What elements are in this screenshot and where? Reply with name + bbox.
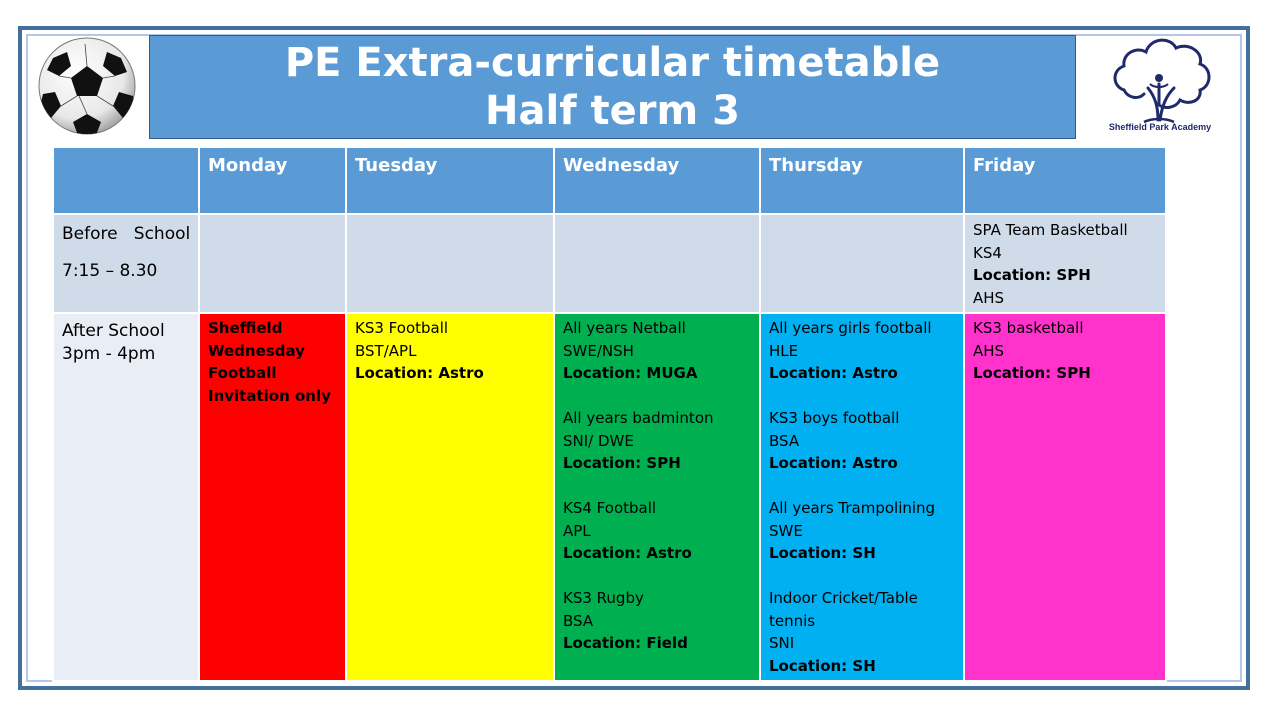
header-wednesday: Wednesday xyxy=(554,147,760,214)
title-line-1: PE Extra-curricular timetable xyxy=(284,40,941,86)
header-thursday: Thursday xyxy=(760,147,964,214)
after-school-label-2: 3pm - 4pm xyxy=(62,343,156,364)
activity-staff: SNI xyxy=(769,634,795,652)
activity-staff: SNI/ DWE xyxy=(563,431,634,450)
before-school-label-2: 7:15 – 8.30 xyxy=(62,260,158,281)
activity-staff: BST/APL xyxy=(355,341,417,360)
before-friday xyxy=(964,214,1166,313)
activity-location: Location: SPH xyxy=(973,266,1091,284)
activity-location: Location: SH xyxy=(769,656,876,675)
activity-name: SPA Team Basketball xyxy=(973,221,1128,239)
activity-line: Football xyxy=(208,364,277,382)
timetable xyxy=(52,146,1167,682)
before-school-label xyxy=(53,214,199,313)
header-friday: Friday xyxy=(964,147,1166,214)
before-wednesday xyxy=(554,214,760,313)
activity-name: KS3 Rugby xyxy=(563,589,644,607)
title-line-2: Half term 3 xyxy=(485,88,740,134)
activity-name: Indoor Cricket/Table xyxy=(769,589,918,607)
after-thursday xyxy=(760,313,964,681)
activity-name: KS3 boys football xyxy=(769,409,900,427)
activity-name-cont: tennis xyxy=(769,611,816,630)
header-blank xyxy=(53,147,199,214)
activity-line: Invitation only xyxy=(208,386,331,405)
activity-location: Location: SPH xyxy=(973,364,1091,382)
after-school-label-1: After School xyxy=(62,321,165,341)
activity-location: Location: Astro xyxy=(769,364,898,382)
activity-name: All years Netball xyxy=(563,319,686,337)
activity-location: Location: SPH xyxy=(563,454,681,472)
activity-location: Location: Field xyxy=(563,634,688,652)
activity-name: KS3 Football xyxy=(355,319,449,337)
academy-logo-text: Sheffield Park Academy xyxy=(1108,122,1212,132)
after-school-row xyxy=(53,313,1166,681)
title-banner xyxy=(149,35,1076,139)
activity-name: All years Trampolining xyxy=(769,499,936,517)
before-monday xyxy=(199,214,346,313)
academy-logo-icon xyxy=(1104,32,1216,136)
after-tuesday xyxy=(346,313,554,681)
after-monday xyxy=(199,313,346,681)
activity-staff: HLE xyxy=(769,341,799,360)
activity-staff: BSA xyxy=(563,611,594,630)
header-row xyxy=(53,147,1166,214)
activity-staff: AHS xyxy=(973,288,1005,307)
activity-location: Location: SH xyxy=(769,544,876,562)
activity-name: All years girls football xyxy=(769,319,932,337)
before-school-row xyxy=(53,214,1166,313)
before-thursday xyxy=(760,214,964,313)
activity-name: All years badminton xyxy=(563,409,714,427)
activity-name: KS4 Football xyxy=(563,499,657,517)
before-school-label-1: Before School xyxy=(62,224,191,244)
after-wednesday xyxy=(554,313,760,681)
after-school-label xyxy=(53,313,199,681)
activity-line: Wednesday xyxy=(208,341,305,360)
activity-name: KS3 basketball xyxy=(973,319,1084,337)
activity-location: Location: Astro xyxy=(563,544,692,562)
activity-line: Sheffield xyxy=(208,319,283,337)
activity-location: Location: Astro xyxy=(355,364,484,382)
football-icon xyxy=(36,36,138,136)
header-tuesday: Tuesday xyxy=(346,147,554,214)
activity-group: KS4 xyxy=(973,243,1002,262)
activity-location: Location: Astro xyxy=(769,454,898,472)
activity-staff: APL xyxy=(563,521,591,540)
activity-staff: SWE/NSH xyxy=(563,341,634,360)
activity-location: Location: MUGA xyxy=(563,364,698,382)
before-tuesday xyxy=(346,214,554,313)
activity-staff: SWE xyxy=(769,521,803,540)
after-friday xyxy=(964,313,1166,681)
header-monday: Monday xyxy=(199,147,346,214)
activity-staff: BSA xyxy=(769,431,800,450)
activity-staff: AHS xyxy=(973,341,1005,360)
